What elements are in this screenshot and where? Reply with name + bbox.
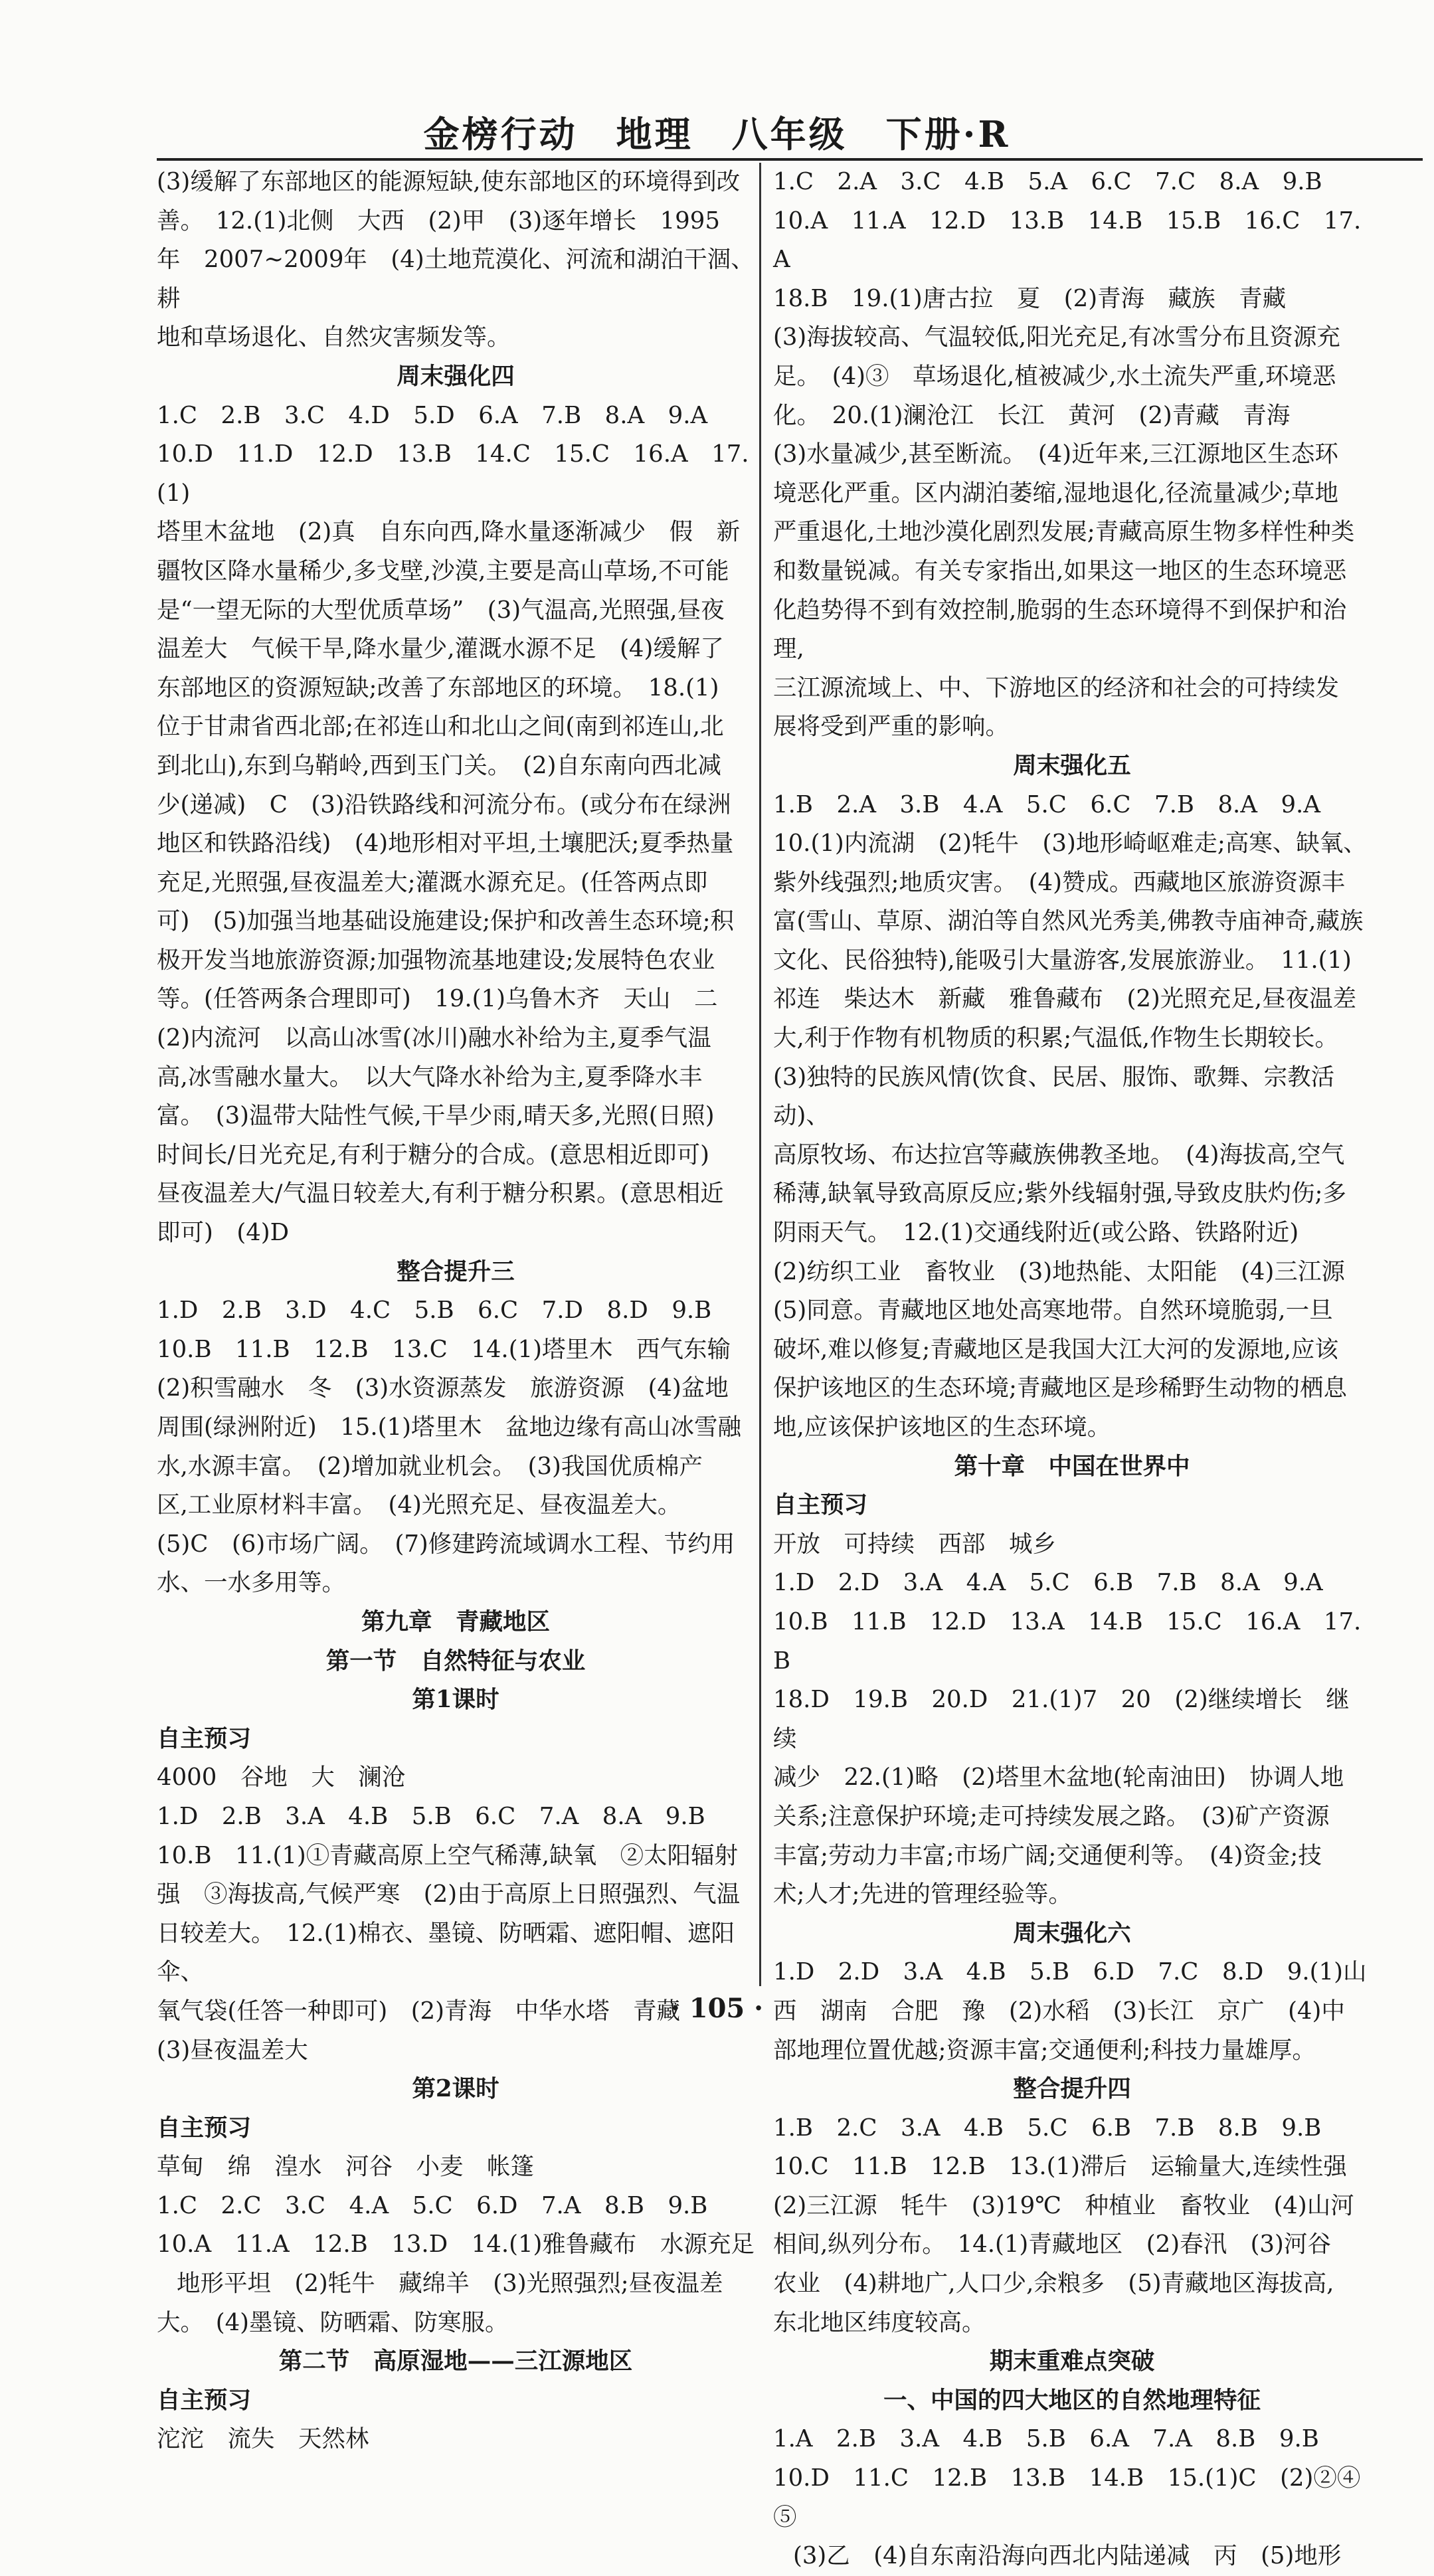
- answer-line: 高,冰雪融水量大。 以大气降水补给为主,夏季降水丰: [157, 1063, 703, 1091]
- section-title: 第一节 自然特征与农业: [325, 1647, 586, 1675]
- answer-line: 东北地区纬度较高。: [773, 2308, 986, 2336]
- subsection-label: 自主预习: [157, 1724, 252, 1752]
- answer-line: 1.C 2.A 3.C 4.B 5.A 6.C 7.C 8.A 9.B: [773, 168, 1322, 195]
- section-title: 第二节 高原湿地——三江源地区: [278, 2347, 633, 2375]
- answer-line: 10.A 11.A 12.B 13.D 14.(1)雅鲁藏布 水源充足: [157, 2231, 755, 2258]
- answer-line: 1.B 2.C 3.A 4.B 5.C 6.B 7.B 8.B 9.B: [773, 2114, 1322, 2142]
- answer-line: 是“一望无际的大型优质草场” (3)气温高,光照强,昼夜: [157, 596, 725, 624]
- answer-line: (2)三江源 牦牛 (3)19℃ 种植业 畜牧业 (4)山河: [773, 2191, 1354, 2219]
- answer-line: 18.B 19.(1)唐古拉 夏 (2)青海 藏族 青藏: [773, 284, 1287, 312]
- answer-line: 塔里木盆地 (2)真 自东向西,降水量逐渐减少 假 新: [157, 518, 741, 546]
- answer-line: 等。(任答两条合理即可) 19.(1)乌鲁木齐 天山 二: [157, 985, 718, 1013]
- answer-line: 水,水源丰富。 (2)增加就业机会。 (3)我国优质棉产: [157, 1452, 703, 1480]
- answer-line: 善。 12.(1)北侧 大西 (2)甲 (3)逐年增长 1995: [157, 207, 720, 234]
- answer-line: 地,应该保护该地区的生态环境。: [773, 1414, 1111, 1441]
- answer-line: 1.D 2.D 3.A 4.A 5.C 6.B 7.B 8.A 9.A: [773, 1569, 1323, 1597]
- answer-line: 阴雨天气。 12.(1)交通线附近(或公路、铁路附近): [773, 1219, 1299, 1247]
- answer-line: 足。 (4)③ 草场退化,植被减少,水土流失严重,环境恶: [773, 362, 1336, 390]
- answer-line: 1.D 2.B 3.A 4.B 5.B 6.C 7.A 8.A 9.B: [157, 1802, 705, 1830]
- right-column: [773, 163, 1371, 2576]
- answer-line: 强 ③海拔高,气候严寒 (2)由于高原上日照强烈、气温: [157, 1881, 741, 1908]
- subsection-label: 自主预习: [773, 1491, 868, 1519]
- answer-line: 保护该地区的生态环境;青藏地区是珍稀野生动物的栖息: [773, 1374, 1347, 1402]
- section-title: 第十章 中国在世界中: [954, 1452, 1190, 1480]
- answer-line: 1.D 2.B 3.D 4.C 5.B 6.C 7.D 8.D 9.B: [157, 1297, 712, 1325]
- answer-line: 东部地区的资源短缺;改善了东部地区的环境。 18.(1): [157, 674, 719, 701]
- section-title: 期末重难点突破: [989, 2347, 1155, 2375]
- answer-line: 18.D 19.B 20.D 21.(1)7 20 (2)继续增长 继续: [773, 1686, 1350, 1752]
- section-title: 周末强化五: [1013, 751, 1131, 779]
- answer-line: 到北山),东到乌鞘岭,西到玉门关。 (2)自东南向西北减: [157, 751, 721, 779]
- answer-line: 可) (5)加强当地基础设施建设;保护和改善生态环境;积: [157, 907, 735, 935]
- answer-line: 草甸 绵 湟水 河谷 小麦 帐篷: [157, 2153, 535, 2181]
- answer-line: 位于甘肃省西北部;在祁连山和北山之间(南到祁连山,北: [157, 713, 724, 741]
- answer-line: (3)缓解了东部地区的能源短缺,使东部地区的环境得到改: [157, 168, 741, 195]
- section-title: 周末强化六: [1013, 1919, 1131, 1947]
- answer-line: (5)同意。青藏地区地处高寒地带。自然环境脆弱,一旦: [773, 1297, 1333, 1325]
- answer-line: 境恶化严重。区内湖泊萎缩,湿地退化,径流量减少;草地: [773, 479, 1339, 507]
- answer-line: 破坏,难以修复;青藏地区是我国大江大河的发源地,应该: [773, 1335, 1339, 1363]
- answer-line: (5)C (6)市场广阔。 (7)修建跨流域调水工程、节约用: [157, 1530, 735, 1558]
- answer-line: 开放 可持续 西部 城乡: [773, 1530, 1057, 1558]
- answer-line: 术;人才;先进的管理经验等。: [773, 1881, 1072, 1908]
- answer-line: 文化、民俗独特),能吸引大量游客,发展旅游业。 11.(1): [773, 946, 1352, 974]
- answer-line: 和数量锐减。有关专家指出,如果这一地区的生态环境恶: [773, 557, 1347, 585]
- answer-line: 水、一水多用等。: [157, 1569, 346, 1597]
- answer-line: 昼夜温差大/气温日较差大,有利于糖分积累。(意思相近: [157, 1180, 724, 1208]
- answer-line: 氧气袋(任答一种即可) (2)青海 中华水塔 青藏: [157, 1997, 680, 2025]
- answer-line: (3)独特的民族风情(饮食、民居、服饰、歌舞、宗教活动)、: [773, 1063, 1335, 1130]
- section-title: 整合提升四: [1013, 2075, 1131, 2103]
- answer-line: 区,工业原材料丰富。 (4)光照充足、昼夜温差大。: [157, 1491, 681, 1519]
- answer-line: 丰富;劳动力丰富;市场广阔;交通便利等。 (4)资金;技: [773, 1841, 1322, 1869]
- answer-line: 减少 22.(1)略 (2)塔里木盆地(轮南油田) 协调人地: [773, 1764, 1344, 1792]
- answer-line: 相间,纵列分布。 14.(1)青藏地区 (2)春汛 (3)河谷: [773, 2231, 1331, 2258]
- answer-line: 地区和铁路沿线) (4)地形相对平坦,土壤肥沃;夏季热量: [157, 830, 734, 858]
- answer-line: 10.B 11.B 12.B 13.C 14.(1)塔里木 西气东输: [157, 1335, 731, 1363]
- answer-line: 温差大 气候干旱,降水量少,灌溉水源不足 (4)缓解了: [157, 635, 724, 663]
- section-title: 第九章 青藏地区: [361, 1608, 550, 1635]
- answer-line: 10.D 11.D 12.D 13.B 14.C 15.C 16.A 17.(1): [157, 440, 749, 507]
- answer-line: 少(递减) C (3)沿铁路线和河流分布。(或分布在绿洲: [157, 790, 731, 818]
- left-column: [157, 163, 755, 2459]
- answer-line: 大。 (4)墨镜、防晒霜、防寒服。: [157, 2308, 509, 2336]
- answer-line: (2)纺织工业 畜牧业 (3)地热能、太阳能 (4)三江源: [773, 1257, 1345, 1285]
- answer-line: 极开发当地旅游资源;加强物流基地建设;发展特色农业: [157, 946, 715, 974]
- answer-line: 1.B 2.A 3.B 4.A 5.C 6.C 7.B 8.A 9.A: [773, 790, 1320, 818]
- answer-line: 1.C 2.C 3.C 4.A 5.C 6.D 7.A 8.B 9.B: [157, 2191, 708, 2219]
- answer-line: 即可) (4)D: [157, 1219, 290, 1247]
- answer-line: 4000 谷地 大 澜沧: [157, 1764, 406, 1792]
- header-rule: [157, 158, 1423, 161]
- answer-line: 稀薄,缺氧导致高原反应;紫外线辐射强,导致皮肤灼伤;多: [773, 1180, 1346, 1208]
- answer-line: 10.B 11.(1)①青藏高原上空气稀薄,缺氧 ②太阳辐射: [157, 1841, 739, 1869]
- section-title: 整合提升三: [397, 1257, 515, 1285]
- answer-line: 严重退化,土地沙漠化剧烈发展;青藏高原生物多样性种类: [773, 518, 1355, 546]
- answer-line: 地和草场退化、自然灾害频发等。: [157, 323, 511, 351]
- answer-line: 地形平坦 (2)牦牛 藏绵羊 (3)光照强烈;昼夜温差: [177, 2270, 723, 2298]
- section-title: 第1课时: [412, 1686, 499, 1714]
- answer-line: 关系;注意保护环境;走可持续发展之路。 (3)矿产资源: [773, 1802, 1330, 1830]
- subsection-label: 自主预习: [157, 2114, 252, 2142]
- answer-line: 展将受到严重的影响。: [773, 713, 1010, 741]
- answer-line: (2)内流河 以高山冰雪(冰川)融水补给为主,夏季气温: [157, 1024, 711, 1052]
- answer-line: 日较差大。 12.(1)棉衣、墨镜、防晒霜、遮阳帽、遮阳伞、: [157, 1919, 735, 1986]
- answer-line: 紫外线强烈;地质灾害。 (4)赞成。西藏地区旅游资源丰: [773, 868, 1345, 896]
- answer-line: 充足,光照强,昼夜温差大;灌溉水源充足。(任答两点即: [157, 868, 708, 896]
- answer-line: 年 2007~2009年 (4)土地荒漠化、河流和湖泊干涸、耕: [157, 246, 755, 312]
- answer-line: 富。 (3)温带大陆性气候,干旱少雨,晴天多,光照(日照): [157, 1102, 715, 1130]
- answer-line: 祁连 柴达木 新藏 雅鲁藏布 (2)光照充足,昼夜温差: [773, 985, 1357, 1013]
- answer-line: 高原牧场、布达拉宫等藏族佛教圣地。 (4)海拔高,空气: [773, 1141, 1345, 1168]
- answer-line: (3)乙 (4)自东南沿海向西北内陆递减 丙 (5)地形: [793, 2542, 1342, 2570]
- answer-line: 三江源流域上、中、下游地区的经济和社会的可持续发: [773, 674, 1340, 701]
- answer-line: 10.B 11.B 12.D 13.A 14.B 15.C 16.A 17.B: [773, 1608, 1362, 1675]
- section-title: 第2课时: [412, 2075, 499, 2103]
- answer-line: 富(雪山、草原、湖泊等自然风光秀美,佛教寺庙神奇,藏族: [773, 907, 1364, 935]
- answer-line: 周围(绿洲附近) 15.(1)塔里木 盆地边缘有高山冰雪融: [157, 1414, 741, 1441]
- answer-line: 疆牧区降水量稀少,多戈壁,沙漠,主要是高山草场,不可能: [157, 557, 729, 585]
- answer-line: 部地理位置优越;资源丰富;交通便利;科技力量雄厚。: [773, 2036, 1316, 2064]
- answer-line: 1.A 2.B 3.A 4.B 5.B 6.A 7.A 8.B 9.B: [773, 2425, 1319, 2453]
- answer-line: 10.(1)内流湖 (2)牦牛 (3)地形崎岖难走;高寒、缺氧、: [773, 830, 1367, 858]
- answer-line: 10.C 11.B 12.B 13.(1)滞后 运输量大,连续性强: [773, 2153, 1347, 2181]
- answer-line: 化。 20.(1)澜沧江 长江 黄河 (2)青藏 青海: [773, 401, 1291, 429]
- answer-line: 农业 (4)耕地广,人口少,余粮多 (5)青藏地区海拔高,: [773, 2270, 1334, 2298]
- answer-line: 大,利于作物有机物质的积累;气温低,作物生长期较长。: [773, 1024, 1339, 1052]
- page-header: 金榜行动 地理 八年级 下册·R: [423, 113, 1011, 155]
- answer-line: 西 湖南 合肥 豫 (2)水稻 (3)长江 京广 (4)中: [773, 1997, 1345, 2025]
- subsection-label: 自主预习: [157, 2386, 252, 2414]
- column-divider: [759, 163, 761, 1986]
- answer-line: 化趋势得不到有效控制,脆弱的生态环境得不到保护和治理,: [773, 596, 1347, 663]
- page-number: · 105 ·: [670, 1993, 764, 2024]
- answer-line: 1.C 2.B 3.C 4.D 5.D 6.A 7.B 8.A 9.A: [157, 401, 708, 429]
- answer-line: 沱沱 流失 天然林: [157, 2425, 369, 2453]
- answer-line: (2)积雪融水 冬 (3)水资源蒸发 旅游资源 (4)盆地: [157, 1374, 729, 1402]
- answer-line: 10.D 11.C 12.B 13.B 14.B 15.(1)C (2)②④⑤: [773, 2464, 1361, 2531]
- section-title: 一、中国的四大地区的自然地理特征: [883, 2386, 1261, 2414]
- answer-line: (3)海拔较高、气温较低,阳光充足,有冰雪分布且资源充: [773, 323, 1340, 351]
- answer-line: 1.D 2.D 3.A 4.B 5.B 6.D 7.C 8.D 9.(1)山: [773, 1958, 1367, 1986]
- answer-line: 时间长/日光充足,有利于糖分的合成。(意思相近即可): [157, 1141, 709, 1168]
- section-title: 周末强化四: [397, 362, 515, 390]
- answer-line: 10.A 11.A 12.D 13.B 14.B 15.B 16.C 17.A: [773, 207, 1362, 274]
- answer-line: (3)昼夜温差大: [157, 2036, 308, 2064]
- answer-line: (3)水量减少,甚至断流。 (4)近年来,三江源地区生态环: [773, 440, 1338, 468]
